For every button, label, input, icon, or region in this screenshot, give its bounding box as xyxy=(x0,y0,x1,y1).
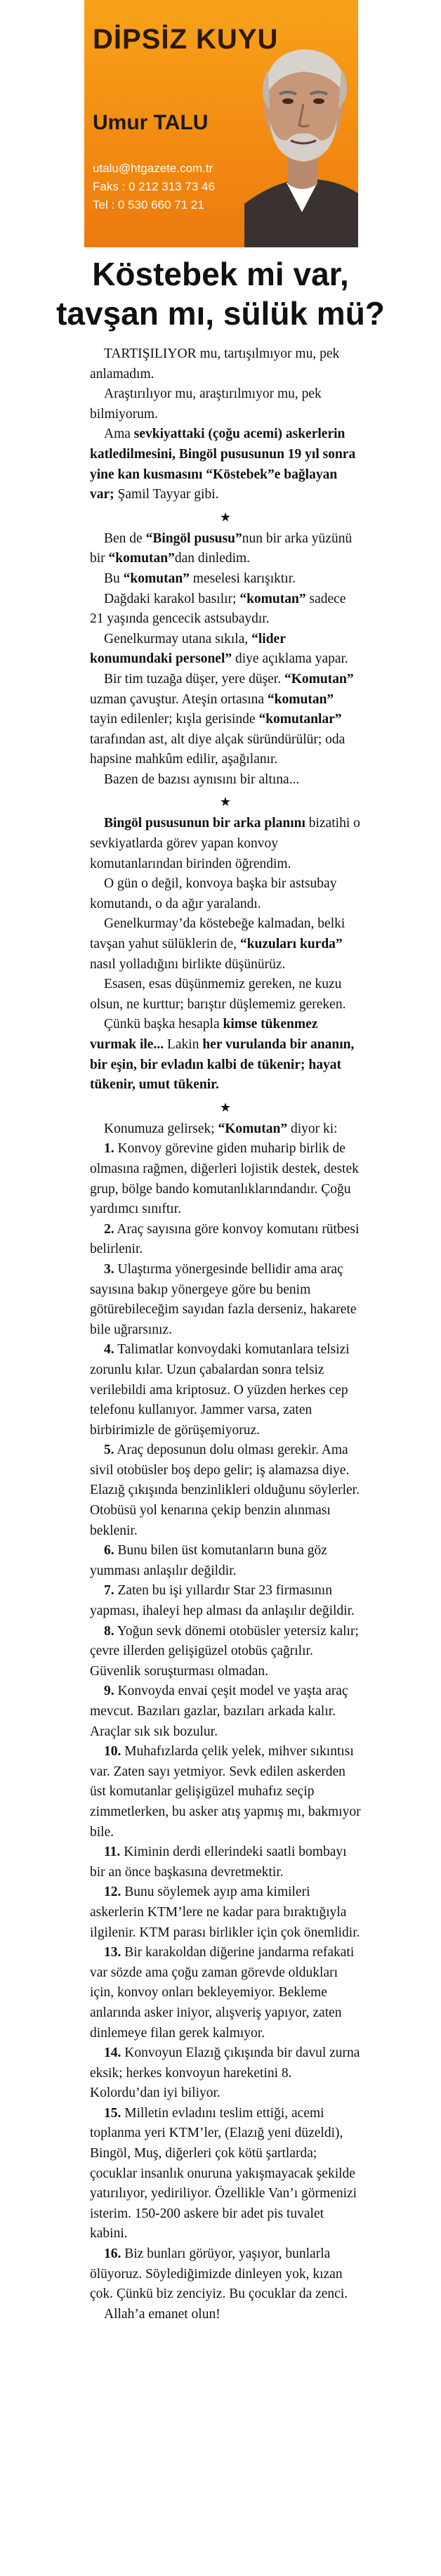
article-paragraph xyxy=(90,569,361,590)
article-paragraph xyxy=(90,2104,361,2244)
article-paragraph xyxy=(90,1742,361,1842)
article-paragraph xyxy=(90,1015,361,1095)
bold-text: “komutan” xyxy=(123,571,190,586)
paragraph-text: Milletin evladını teslim ettiği, acemi toplanma yeri KTM’ler, (Elazığ yeni düzeldi), Bingöl, Muş, diğerleri çok kötü şartlarda; çocuklar insanlık onuruna yakışmayacak şekilde yatırılıyor, yediriliyor. Özellikle Van’ı görmenizi isterim. 150-200 askere bir adet pis tuvalet kabini. xyxy=(90,2105,357,2242)
paragraph-text: dan dinledim. xyxy=(174,551,251,566)
article-paragraph xyxy=(90,770,361,791)
paragraph-text: tarafından ast, alt diye alçak süründürülür; oda hapsine mahkûm edilir, aşağılanır. xyxy=(90,731,345,767)
paragraph-text: Zaten bu işi yıllardır Star 23 firmasının yapması, ihaleyi hep alması da anlaşılır değildir. xyxy=(90,1583,355,1619)
article-paragraph xyxy=(90,1842,361,1882)
paragraph-text: tayin edilenler; kışla gerisinde xyxy=(90,712,259,727)
paragraph-text: Dağdaki karakol basılır; xyxy=(104,591,240,606)
paragraph-text: diye açıklama yapar. xyxy=(232,651,348,667)
article-paragraph xyxy=(90,384,361,424)
column-banner xyxy=(84,0,358,247)
bold-text: 2. xyxy=(104,1221,114,1237)
bold-text: 3. xyxy=(104,1261,114,1277)
bold-text: 7. xyxy=(104,1583,114,1599)
article-paragraph xyxy=(90,1622,361,1682)
bold-text: 4. xyxy=(104,1342,114,1358)
headline-line-1: Köstebek mi var, xyxy=(92,256,349,292)
paragraph-text: Lakin xyxy=(164,1037,203,1052)
paragraph-text: Genelkurmay utana sıkıla, xyxy=(104,631,252,646)
article-paragraph xyxy=(90,1541,361,1581)
article-paragraph xyxy=(90,344,361,384)
bold-text: 15. xyxy=(104,2105,121,2121)
bold-text: 8. xyxy=(104,1623,114,1639)
article-headline xyxy=(0,254,441,333)
paragraph-text: Konvoyun Elazığ çıkışında bir davul zurna eksik; herkes konvoyun hareketini 8. Kolordu’dan iyi biliyor. xyxy=(90,2045,360,2101)
article-body xyxy=(90,344,361,2324)
article-paragraph xyxy=(90,630,361,670)
article-paragraph xyxy=(90,814,361,874)
column-title: DİPSİZ KUYU xyxy=(93,24,279,55)
article-paragraph xyxy=(90,529,361,569)
paragraph-text: O gün o değil, konvoya başka bir astsubay komutandı, o da ağır yaralandı. xyxy=(90,876,337,911)
paragraph-text: nasıl yolladığını birlikte düşünürüz. xyxy=(90,956,286,972)
article-paragraph xyxy=(90,914,361,975)
article-paragraph xyxy=(90,2305,361,2325)
paragraph-text: uzman çavuştur. Ateşin ortasına xyxy=(90,691,268,707)
bold-text: “kuzuları kurda” xyxy=(239,937,343,952)
bold-text: 12. xyxy=(104,1885,121,1900)
bold-text: 1. xyxy=(104,1141,114,1157)
bold-text: “Komutan” xyxy=(284,671,354,687)
paragraph-text: Araç sayısına göre konvoy komutanı rütbesi belirlenir. xyxy=(90,1221,360,1257)
paragraph-text: Bir karakoldan diğerine jandarma refakati var sözde ama çoğu zaman görevde oldukları için, konvoy onları bekleyemiyor. Bekleme anlarında asker iniyor, alışveriş yapıyor, zaten dinlemeye filan gerek kalmıyor. xyxy=(90,1945,355,2041)
article-paragraph xyxy=(90,1581,361,1621)
author-fax: Faks : 0 212 313 73 46 xyxy=(93,180,215,193)
paragraph-text: Araştırılıyor mu, araştırılmıyor mu, pek bilmiyorum. xyxy=(90,386,322,422)
bold-text: “lider konumundaki personel” xyxy=(90,631,286,667)
paragraph-text: Yoğun sevk dönemi otobüsler yetersiz kalır; çevre illerden gelişigüzel otobüs çağrılır. Güvenlik soruşturması olmadan. xyxy=(90,1623,359,1679)
article-paragraph xyxy=(90,670,361,770)
paragraph-text: meselesi karışıktır. xyxy=(189,571,296,586)
paragraph-text: Şamil Tayyar gibi. xyxy=(114,487,219,502)
article-paragraph xyxy=(90,1139,361,1219)
bold-text: “komutanlar” xyxy=(258,712,342,727)
paragraph-text: Allah’a emanet olun! xyxy=(104,2306,220,2322)
bold-text: Bingöl pususunun bir arka planını xyxy=(104,816,305,831)
bold-text: “komutan” xyxy=(108,551,175,566)
bold-text: “komutan” xyxy=(239,591,306,606)
article-paragraph xyxy=(90,874,361,914)
paragraph-text: Konumuza gelirsek; xyxy=(104,1121,218,1136)
article-paragraph xyxy=(90,1220,361,1260)
article-paragraph xyxy=(90,1440,361,1541)
article-paragraph xyxy=(90,590,361,630)
article-paragraph xyxy=(90,1882,361,1943)
paragraph-text: Muhafızlarda çelik yelek, mihver sıkıntısı var. Zaten sayı yetmiyor. Sevk edilen askerden üst komutanlar gelişigüzel muhafız seçip zimmetlerken, bu asker atış yapmış mı, bakmıyor bile. xyxy=(90,1744,361,1840)
paragraph-text: bizatihi o sevkiyatlarda görev yapan konvoy komutanlarından birinden öğrendim. xyxy=(90,816,360,871)
bold-text: 11. xyxy=(104,1845,121,1860)
section-separator-star: ★ xyxy=(219,1100,232,1114)
bold-text: 9. xyxy=(104,1684,114,1699)
paragraph-text: Ulaştırma yönergesinde bellidir ama araç sayısına bakıp yönergeye göre bu benim götürebileceğim sayıdan fazla derseniz, hakarete bile uğrarsınız. xyxy=(90,1261,357,1337)
bold-text: 14. xyxy=(104,2045,121,2061)
article-paragraph xyxy=(90,2043,361,2104)
paragraph-text: Konvoy görevine giden muharip birlik de olmasına rağmen, diğerleri lojistik destek, destek grup, bölge bando komutanlıklarındandır. Çoğu yardımcı sınıftır. xyxy=(90,1141,359,1217)
paragraph-text: sadece 21 yaşında gencecik astsubaydır. xyxy=(90,591,346,627)
article-paragraph xyxy=(90,424,361,505)
paragraph-text: diyor ki: xyxy=(287,1121,338,1136)
bold-text: 10. xyxy=(104,1744,121,1759)
bold-text: her vurulanda bir ananın, bir eşin, bir evladın kalbi de tükenir; hayat tükenir, umut tükenir. xyxy=(90,1037,355,1093)
paragraph-text: Kiminin derdi ellerindeki saatli bombayı bir an önce başkasına devretmektir. xyxy=(90,1845,347,1880)
article-paragraph xyxy=(90,1340,361,1440)
author-photo xyxy=(244,28,358,247)
bold-text: “Bingöl pususu” xyxy=(145,531,242,546)
bold-text: kimse tükenmez vurmak ile... xyxy=(90,1017,318,1052)
paragraph-text: Araç deposunun dolu olması gerekir. Ama sivil otobüsler boş depo gelir; iş alamazsa diye. Elazığ çıkışında benzinlikleri olduğunu söylerler. Otobüsü yol kenarına çekip benzin alınması beklenir. xyxy=(90,1443,360,1538)
paragraph-text: Bu xyxy=(104,571,124,586)
paragraph-text: Bunu söylemek ayıp ama kimileri askerlerin KTM’lere ne kadar para bıraktığıyla ilgilenir. KTM parası birlikler için çok önemlidir. xyxy=(90,1885,360,1940)
author-name: Umur TALU xyxy=(93,111,209,134)
paragraph-text: Bazen de bazısı aynısını bir altına... xyxy=(104,772,300,787)
paragraph-text: nun bir arka yüzünü bir xyxy=(90,531,353,566)
paragraph-text: Çünkü başka hesapla xyxy=(104,1017,223,1032)
paragraph-text: Konvoyda envai çeşit model ve yaşta araç mevcut. Bazıları gazlar, bazıları arkada kalır. Araçlar sık sık bozulur. xyxy=(90,1684,348,1739)
paragraph-text: Biz bunları görüyor, yaşıyor, bunlarla ölüyoruz. Söylediğimizde dinleyen yok, kızan çok. Çünkü biz zenciyiz. Bu çocuklar da zenci. xyxy=(90,2246,348,2302)
paragraph-text: Bir tim tuzağa düşer, yere düşer. xyxy=(104,671,284,687)
section-separator-star: ★ xyxy=(219,509,232,524)
article-paragraph xyxy=(90,2244,361,2305)
author-phone: Tel : 0 530 660 71 21 xyxy=(93,198,204,212)
bold-text: 5. xyxy=(104,1443,114,1458)
paragraph-text: Esasen, esas düşünmemiz gereken, ne kuzu olsun, ne kurttur; barıştır düşlememiz gereken. xyxy=(90,977,346,1012)
bold-text: “Komutan” xyxy=(218,1121,288,1136)
bold-text: 16. xyxy=(104,2246,121,2262)
article-paragraph xyxy=(90,975,361,1015)
author-email: utalu@htgazete.com.tr xyxy=(93,162,213,175)
section-separator-star: ★ xyxy=(219,795,232,809)
paragraph-text: Talimatlar konvoydaki komutanlara telsizi zorunlu kılar. Uzun çabalardan sonra telsiz verilebildi ama kriptosuz. O yüzden herkes cep telefonu kullanıyor. Jammer varsa, zaten birbirimizle de görüşemiyoruz. xyxy=(90,1342,350,1438)
article-paragraph xyxy=(90,1943,361,2043)
bold-text: sevkiyattaki (çoğu acemi) askerlerin katledilmesini, Bingöl pususunun 19 yıl sonra yine kan kusmasını “Köstebek”e bağlayan var; xyxy=(90,427,356,502)
paragraph-text: Ama xyxy=(104,427,134,442)
paragraph-text: TARTIŞILIYOR mu, tartışılmıyor mu, pek anlamadım. xyxy=(90,346,340,382)
paragraph-text: Genelkurmay’da köstebeğe kalmadan, belki tavşan yahut sülüklerin de, xyxy=(90,916,345,952)
headline-line-2: tavşan mı, sülük mü? xyxy=(56,295,385,332)
article-paragraph xyxy=(90,1119,361,1140)
bold-text: “komutan” xyxy=(267,691,334,707)
bold-text: 6. xyxy=(104,1543,114,1559)
article-paragraph xyxy=(90,1260,361,1340)
paragraph-text: Bunu bilen üst komutanların buna göz yumması anlaşılır değildir. xyxy=(90,1543,327,1578)
article-paragraph xyxy=(90,1681,361,1742)
bold-text: 13. xyxy=(104,1945,121,1960)
paragraph-text: Ben de xyxy=(104,531,146,546)
